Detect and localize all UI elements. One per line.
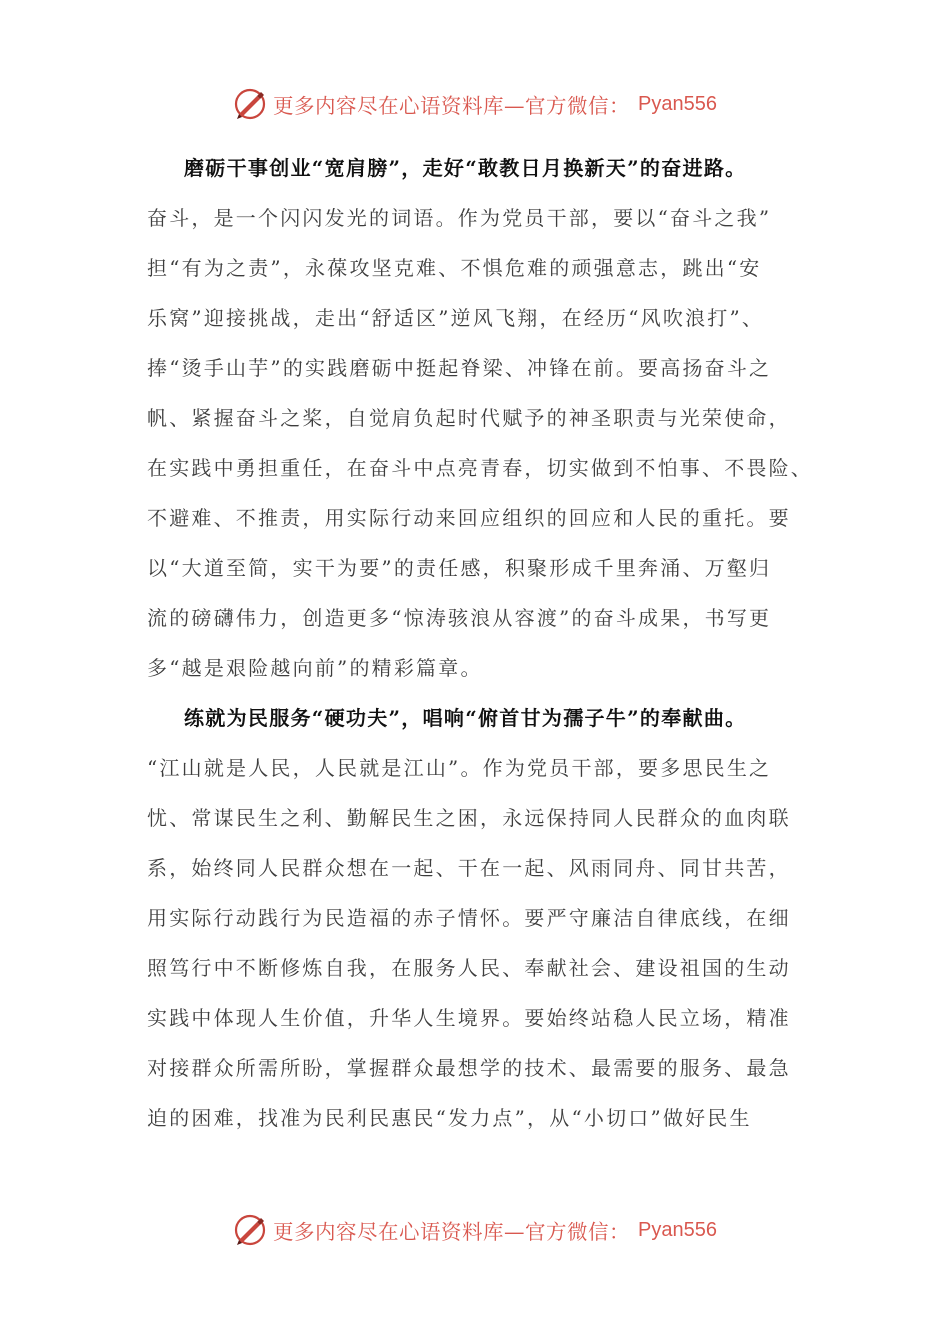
- section-heading: 磨砺干事创业“宽肩膀”，走好“敢教日月换新天”的奋进路。: [184, 156, 747, 180]
- watermark-wechat-id: Pyan556: [638, 1218, 717, 1241]
- paragraph-line: 系，始终同人民群众想在一起、干在一起、风雨同舟、同甘共苦，: [147, 856, 791, 880]
- paragraph-line: 乐窝”迎接挑战，走出“舒适区”逆风飞翔，在经历“风吹浪打”、: [147, 306, 765, 330]
- paragraph-line: 忧、常谋民生之利、勤解民生之困，永远保持同人民群众的血肉联: [147, 806, 791, 830]
- watermark-wechat-id: Pyan556: [638, 92, 717, 115]
- pen-logo-icon: [233, 87, 267, 121]
- paragraph-line: 奋斗，是一个闪闪发光的词语。作为党员干部，要以“奋斗之我”: [147, 206, 772, 230]
- paragraph-line: 担“有为之责”，永葆攻坚克难、不惧危难的顽强意志，跳出“安: [147, 256, 762, 280]
- document-body: [147, 143, 827, 1143]
- paragraph-line: 流的磅礴伟力，创造更多“惊涛骇浪从容渡”的奋斗成果，书写更: [147, 606, 772, 630]
- paragraph-line: 照笃行中不断修炼自我，在服务人民、奉献社会、建设祖国的生动: [147, 956, 791, 980]
- paragraph-line: 捧“烫手山芋”的实践磨砺中挺起脊梁、冲锋在前。要高扬奋斗之: [147, 356, 772, 380]
- paragraph-line: 对接群众所需所盼，掌握群众最想学的技术、最需要的服务、最急: [147, 1056, 791, 1080]
- watermark-footer: [0, 1208, 950, 1252]
- section-heading: 练就为民服务“硬功夫”，唱响“俯首甘为孺子牛”的奉献曲。: [184, 706, 747, 730]
- paragraph-line: “江山就是人民，人民就是江山”。作为党员干部，要多思民生之: [147, 756, 772, 780]
- paragraph-line: 帆、紧握奋斗之桨，自觉肩负起时代赋予的神圣职责与光荣使命，: [147, 406, 791, 430]
- paragraph-line: 在实践中勇担重任，在奋斗中点亮青春，切实做到不怕事、不畏险、: [147, 456, 813, 480]
- paragraph-line: 实践中体现人生价值，升华人生境界。要始终站稳人民立场，精准: [147, 1006, 791, 1030]
- pen-logo-icon: [233, 1213, 267, 1247]
- watermark-text: 更多内容尽在心语资料库—官方微信：: [273, 94, 631, 118]
- paragraph-line: 多“越是艰险越向前”的精彩篇章。: [147, 656, 483, 680]
- watermark-header: [0, 82, 950, 126]
- watermark-text: 更多内容尽在心语资料库—官方微信：: [273, 1220, 631, 1244]
- paragraph-line: 用实际行动践行为民造福的赤子情怀。要严守廉洁自律底线，在细: [147, 906, 791, 930]
- paragraph-line: 不避难、不推责，用实际行动来回应组织的回应和人民的重托。要: [147, 506, 791, 530]
- paragraph-line: 以“大道至简，实干为要”的责任感，积聚形成千里奔涌、万壑归: [147, 556, 772, 580]
- paragraph-line: 迫的困难，找准为民利民惠民“发力点”，从“小切口”做好民生: [147, 1106, 752, 1130]
